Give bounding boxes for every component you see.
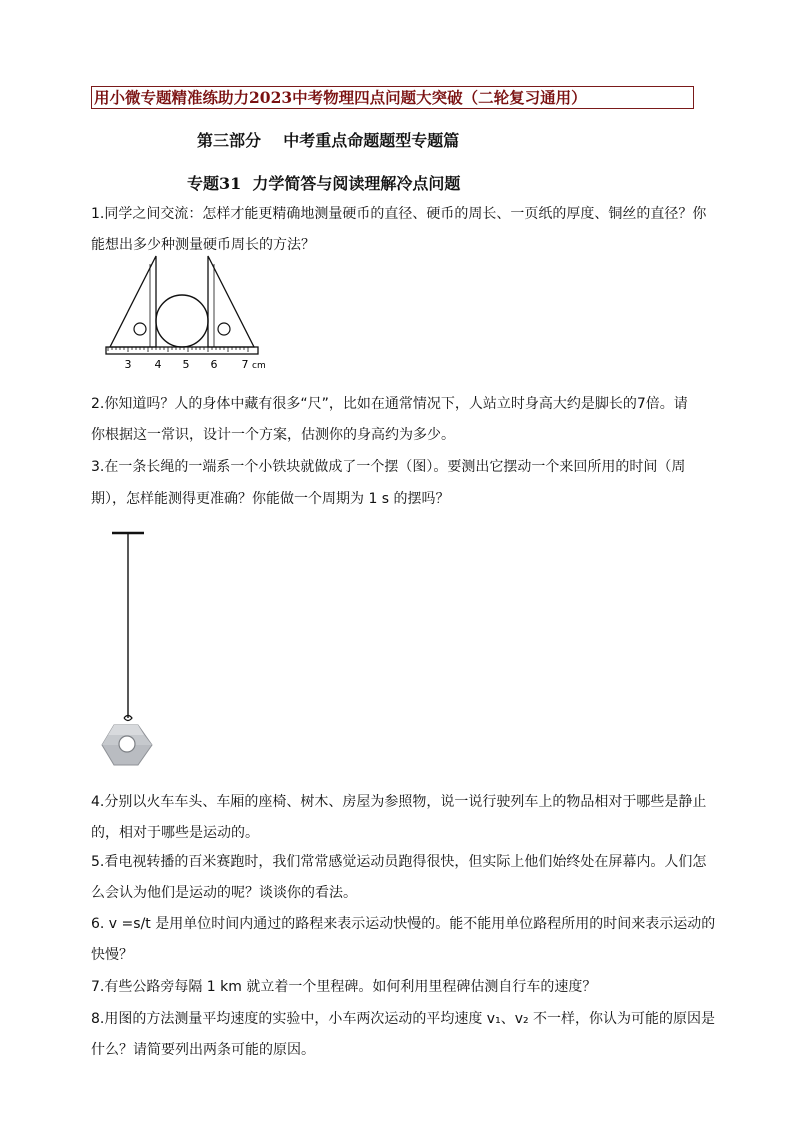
left-triangle-hole <box>134 323 146 335</box>
ruler-label-7: 7 <box>241 358 249 371</box>
ruler-label-3: 3 <box>124 358 132 371</box>
part-title: 第三部分 中考重点命题题型专题篇 <box>197 131 460 150</box>
question-5-line-2: 么会认为他们是运动的呢？谈谈你的看法。 <box>91 885 357 901</box>
left-triangle <box>110 256 156 347</box>
ruler-unit: cm <box>252 361 266 371</box>
question-6-line-2: 快慢？ <box>91 947 133 963</box>
topic-title: 专题31 力学简答与阅读理解冷点问题 <box>187 174 461 193</box>
question-8-line-1: 8.用图的方法测量平均速度的实验中，小车两次运动的平均速度 v₁、v₂ 不一样，你认为可能的原因是 <box>91 1011 716 1027</box>
right-triangle <box>208 256 254 347</box>
ruler-ticks <box>108 347 248 352</box>
question-4-line-2: 的，相对于哪些是运动的。 <box>91 825 259 841</box>
ruler-label-5: 5 <box>182 358 190 371</box>
question-2-line-1: 2.你知道吗？人的身体中藏有很多“尺”，比如在通常情况下，人站立时身高大约是脚长的7倍。请 <box>91 396 688 412</box>
question-5-line-1: 5.看电视转播的百米赛跑时，我们常常感觉运动员跑得很快，但实际上他们始终处在屏幕内。人们怎 <box>91 854 707 870</box>
coin-diameter-figure <box>104 244 264 374</box>
question-1-line-1: 1.同学之间交流：怎样才能更精确地测量硬币的直径、硬币的周长、一页纸的厚度、铜丝的直径？你 <box>91 206 707 222</box>
question-2-line-2: 你根据这一常识，设计一个方案，估测你的身高约为多少。 <box>91 427 455 443</box>
right-triangle-hole <box>218 323 230 335</box>
document-banner: 用小微专题精准练助力2023中考物理四点问题大突破（二轮复习通用） <box>91 86 694 109</box>
ruler-label-6: 6 <box>210 358 218 371</box>
pendulum-figure <box>100 525 160 770</box>
question-4-line-1: 4.分别以火车车头、车厢的座椅、树木、房屋为参照物，说一说行驶列车上的物品相对于哪些是静止 <box>91 794 707 810</box>
ruler-body <box>106 347 258 354</box>
question-1-line-2: 能想出多少种测量硬币周长的方法？ <box>91 237 315 253</box>
coin <box>156 295 208 347</box>
question-6-line-1: 6. v =s/t 是用单位时间内通过的路程来表示运动快慢的。能不能用单位路程所用的时间来表示运动的 <box>91 916 716 932</box>
hex-nut <box>102 725 152 765</box>
question-7-line-1: 7.有些公路旁每隔 1 km 就立着一个里程碑。如何利用里程碑估测自行车的速度？ <box>91 979 597 995</box>
ruler-label-4: 4 <box>154 358 162 371</box>
question-3-line-1: 3.在一条长绳的一端系一个小铁块就做成了一个摆（图）。要测出它摆动一个来回所用的时间（周 <box>91 459 686 475</box>
question-3-line-2: 期），怎样能测得更准确？你能做一个周期为 1 s 的摆吗？ <box>91 491 450 507</box>
question-8-line-2: 什么？请简要列出两条可能的原因。 <box>91 1042 315 1058</box>
